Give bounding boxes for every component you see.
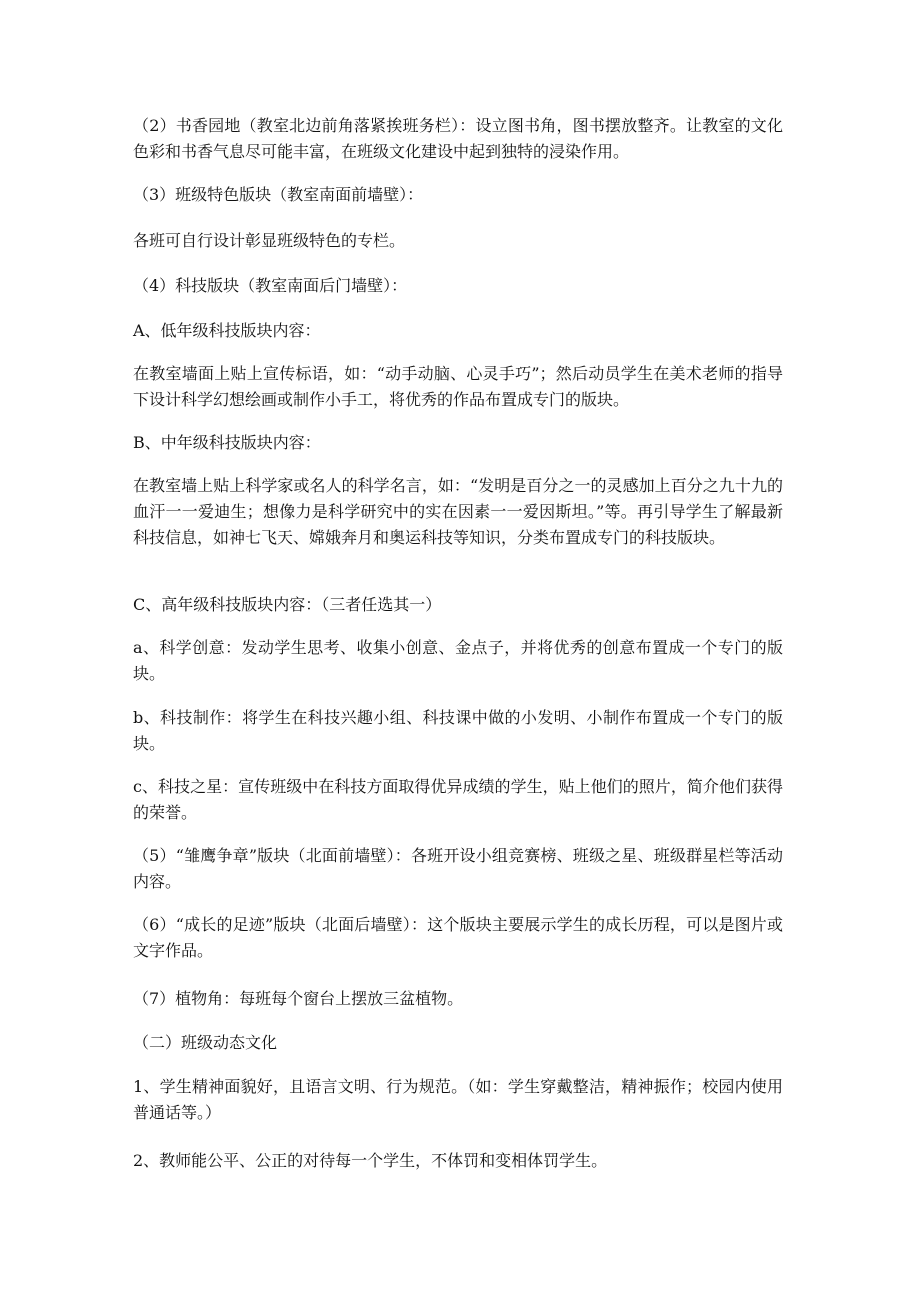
paragraph-dynamic-culture-heading: （二）班级动态文化 — [133, 1033, 278, 1052]
paragraph-mid-grade-body: 在教室墙上贴上科学家或名人的科学名言，如：“发明是百分之一的灵感加上百分之九十九的血汗一一爱迪生；想像力是科学研究中的实在因素一一爱因斯坦。”等。再引导学生了解最新科技信息，如神七飞天、嫦娥奔月和奥运科技等知识，分类布置成专门的科技版块。 — [133, 476, 783, 547]
paragraph-low-grade-body: 在教室墙面上贴上宣传标语，如：“动手动脑、心灵手巧”；然后动员学生在美术老师的指导下设计科学幻想绘画或制作小手工，将优秀的作品布置成专门的版块。 — [133, 364, 783, 409]
paragraph-growth-footprints: （6）“成长的足迹”版块（北面后墙壁）：这个版块主要展示学生的成长历程，可以是图片或文字作品。 — [133, 915, 783, 960]
paragraph-class-feature-body: 各班可自行设计彰显班级特色的专栏。 — [133, 231, 406, 250]
paragraph-student-spirit: 1、学生精神面貌好，且语言文明、行为规范。（如：学生穿戴整洁，精神振作；校园内使用普通话等。） — [133, 1077, 783, 1122]
paragraph-tech-star: c、科技之星：宣传班级中在科技方面取得优异成绩的学生，贴上他们的照片，简介他们获得的荣誉。 — [133, 777, 783, 822]
paragraph-teacher-fairness: 2、教师能公平、公正的对待每一个学生，不体罚和变相体罚学生。 — [133, 1151, 608, 1170]
paragraph-science-creativity: a、科学创意：发动学生思考、收集小创意、金点子，并将优秀的创意布置成一个专门的版块。 — [133, 638, 783, 683]
paragraph-mid-grade-heading: B、中年级科技版块内容： — [133, 433, 321, 452]
paragraph-reading-corner: （2）书香园地（教室北边前角落紧挨班务栏）：设立图书角，图书摆放整齐。让教室的文化色彩和书香气息尽可能丰富，在班级文化建设中起到独特的浸染作用。 — [133, 116, 783, 161]
paragraph-low-grade-heading: A、低年级科技版块内容： — [133, 321, 321, 340]
paragraph-eagle-badge: （5）“雏鹰争章”版块（北面前墙壁）：各班开设小组竞赛榜、班级之星、班级群星栏等活动内容。 — [133, 846, 783, 891]
paragraph-class-feature-heading: （3）班级特色版块（教室南面前墙壁）： — [133, 185, 424, 204]
paragraph-tech-making: b、科技制作：将学生在科技兴趣小组、科技课中做的小发明、小制作布置成一个专门的版块。 — [133, 708, 783, 753]
paragraph-tech-heading: （4）科技版块（教室南面后门墙壁）： — [133, 276, 408, 295]
paragraph-high-grade-heading: C、高年级科技版块内容：（三者任选其一） — [133, 595, 442, 614]
paragraph-plant-corner: （7）植物角：每班每个窗台上摆放三盆植物。 — [133, 989, 464, 1008]
